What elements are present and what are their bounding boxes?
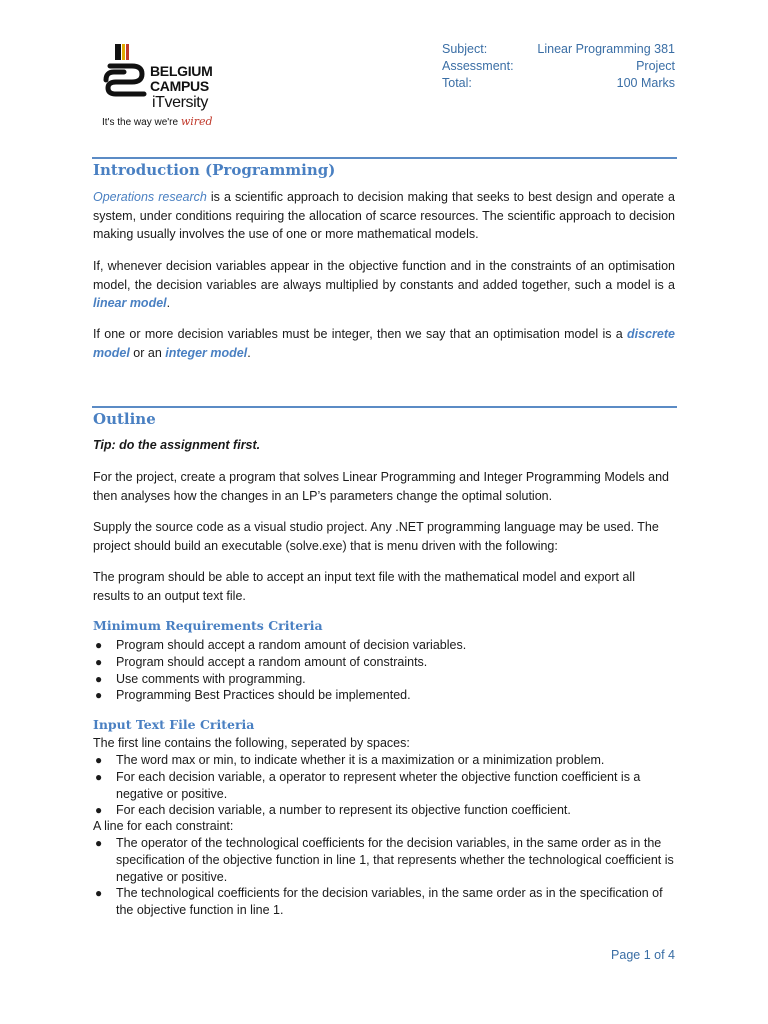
bullet-icon: ● <box>95 836 103 850</box>
meta-row-subject <box>442 42 675 59</box>
term-integer-model: integer model <box>165 345 248 360</box>
bullet-icon: ● <box>95 753 103 767</box>
bullet-icon: ● <box>95 803 103 818</box>
logo-text-belgium: BELGIUM <box>150 63 213 79</box>
list-item <box>93 687 675 704</box>
min-requirements-heading: Minimum Requirements Criteria <box>93 618 323 633</box>
list-item-text: For each decision variable, a number to represent its objective function coefficient. <box>116 803 571 818</box>
logo-text-itversity: iTversity <box>152 94 208 111</box>
assessment-meta <box>442 42 675 93</box>
bullet-icon: ● <box>95 671 103 686</box>
input-file-heading: Input Text File Criteria <box>93 717 255 732</box>
logo-mark-icon <box>102 44 148 98</box>
list-item <box>93 671 675 688</box>
list-item-text: The operator of the technological coefficients for the decision variables, in the same order as in the specification of the objective function in line 1, that represents whether the technological coefficient is negative or positive. <box>116 836 674 884</box>
intro-paragraph-2 <box>93 257 675 313</box>
min-requirements-list <box>93 637 675 704</box>
list-item <box>93 835 675 885</box>
outline-heading: Outline <box>93 410 156 428</box>
meta-row-assessment <box>442 59 675 76</box>
meta-label: Assessment: <box>442 59 514 73</box>
input-file-first-line-list <box>93 752 675 819</box>
belgium-campus-logo <box>100 42 240 132</box>
outline-tip: Tip: do the assignment first. <box>93 438 261 452</box>
list-item-text: The word max or min, to indicate whether it is a maximization or a minimization problem. <box>116 753 605 767</box>
meta-label: Total: <box>442 76 472 90</box>
intro-paragraph-1 <box>93 188 675 244</box>
list-item <box>93 752 675 769</box>
outline-paragraph-3: The program should be able to accept an input text file with the mathematical model and export all results to an output text file. <box>93 570 635 603</box>
list-item-text: For each decision variable, a operator to represent wheter the objective function coefficient is a negative or positive. <box>116 769 641 801</box>
list-item-text: Program should accept a random amount of constraints. <box>116 654 428 669</box>
intro-p3-mid: or an <box>129 345 166 360</box>
section-divider <box>92 406 677 408</box>
list-item-text: Program should accept a random amount of decision variables. <box>116 638 467 652</box>
tagline-text: It's the way we're <box>102 117 179 128</box>
bullet-icon: ● <box>95 769 103 784</box>
intro-p3-text: If one or more decision variables must be integer, then we say that an optimisation model is a <box>93 327 628 341</box>
tagline-script: wired <box>180 115 213 128</box>
meta-label: Subject: <box>442 42 488 56</box>
outline-paragraph-2: Supply the source code as a visual studio project. Any .NET programming language may be used. The project should build an executable (solve.exe) that is menu driven with the following: <box>93 520 659 553</box>
bullet-icon: ● <box>95 638 103 652</box>
list-item <box>93 885 675 919</box>
input-file-intro-2: A line for each constraint: <box>93 819 234 833</box>
bullet-icon: ● <box>95 886 103 901</box>
section-divider <box>92 157 677 159</box>
input-file-intro: The first line contains the following, seperated by spaces: <box>93 736 410 750</box>
meta-value: Linear Programming 381 <box>537 42 675 56</box>
bullet-icon: ● <box>95 688 103 703</box>
intro-paragraph-3 <box>93 325 675 362</box>
meta-value: 100 Marks <box>616 76 675 90</box>
logo-tagline <box>102 115 213 128</box>
input-file-constraint-list <box>93 835 675 919</box>
term-linear-model: linear model <box>93 296 167 311</box>
list-item <box>93 637 675 654</box>
intro-heading: Introduction (Programming) <box>93 161 336 179</box>
meta-value: Project <box>636 59 675 73</box>
outline-paragraph-1: For the project, create a program that solves Linear Programming and Integer Programming Models and then analyses how the changes in an LP’s parameters change the optimal solution. <box>93 470 669 503</box>
list-item <box>93 654 675 671</box>
intro-p2-end: . <box>166 296 171 311</box>
logo-text-campus: CAMPUS <box>150 78 209 94</box>
list-item <box>93 769 675 803</box>
intro-p3-end: . <box>247 345 251 360</box>
page-number: Page 1 of 4 <box>611 948 675 962</box>
intro-p1-text: is a scientific approach to decision making that seeks to best design and operate a system, under conditions requiring the allocation of scarce resources. The scientific approach to decision making usually involves the use of one or more mathematical models. <box>93 190 675 242</box>
list-item-text: Programming Best Practices should be implemented. <box>116 688 411 703</box>
list-item <box>93 802 675 819</box>
intro-p2-text: If, whenever decision variables appear in the objective function and in the constraints of an optimisation model, the decision variables are always multiplied by constants and added together, such a model is a <box>93 259 675 292</box>
bullet-icon: ● <box>95 654 103 669</box>
term-operations-research: Operations research <box>93 190 207 204</box>
list-item-text: Use comments with programming. <box>116 671 306 686</box>
meta-row-total <box>442 76 675 93</box>
list-item-text: The technological coefficients for the decision variables, in the same order as in the specification of the objective function in line 1. <box>116 886 663 918</box>
term-discrete-model: discrete model <box>93 327 675 360</box>
